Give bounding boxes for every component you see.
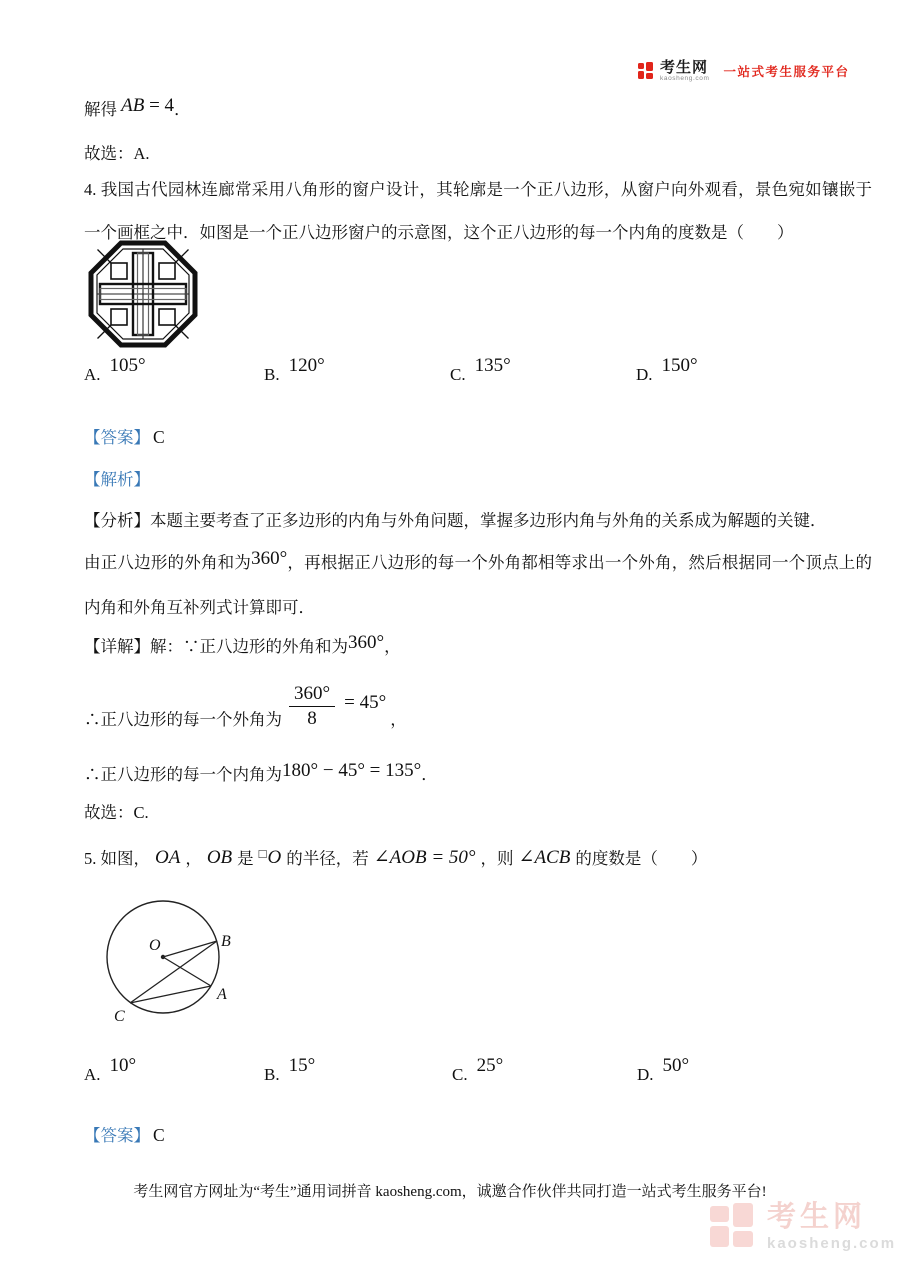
circle-label-c: C — [114, 1008, 125, 1025]
q4-options-row — [0, 355, 900, 406]
q4-detail-line3: ∴正八边形的每一个内角为180° − 45° = 135°． — [84, 760, 438, 784]
solution-prefix: 解得 — [84, 100, 122, 119]
q5-options-row — [0, 1055, 900, 1106]
q5-math-ob: OB — [206, 847, 233, 868]
octagon-window-figure — [88, 240, 198, 348]
kaosheng-logo-icon — [638, 62, 654, 80]
watermark — [710, 1203, 896, 1251]
prev-choice-line: 故选：A. — [84, 144, 150, 163]
q4-jiexi-line — [84, 466, 150, 490]
q5-option-d: D. 50° — [637, 1055, 690, 1084]
q4-option-b: B. 120° — [264, 355, 325, 384]
q5-math-aob: ∠AOB = 50° — [373, 847, 476, 868]
q5-math-oa: OA — [155, 847, 181, 868]
q4-choice-line: 故选：C. — [84, 803, 149, 822]
q4-detail-line1: 【详解】解：∵正八边形的外角和为360°， — [84, 632, 401, 656]
q5-math-circle-o: □O — [258, 846, 282, 868]
q5-option-a: A. 10° — [84, 1055, 137, 1084]
footer-text: 考生网官方网址为“考生”通用词拼音 kaosheng.com，诚邀合作伙伴共同打造一站式考生服务平台! — [133, 1184, 767, 1200]
watermark-domain: kaosheng.com — [767, 1235, 897, 1252]
solution-math-var: AB — [121, 95, 145, 116]
q4-analysis: 【分析】本题主要考查了正多边形的内角与外角问题，掌握多边形内角与外角的关系成为解题的关键． — [84, 511, 827, 530]
brand-header — [638, 60, 850, 83]
circle-label-b: B — [221, 933, 231, 950]
watermark-logo-icon — [710, 1203, 758, 1249]
jiexi-tag: 【解析】 — [84, 470, 150, 489]
answer-value: C — [153, 1125, 165, 1145]
q4-option-c: C. 135° — [450, 355, 511, 384]
solution-result-line — [84, 96, 191, 121]
solution-math-num: = 4 — [144, 95, 175, 116]
approach-math-num: 360° — [251, 548, 288, 569]
circle-label-a: A — [217, 986, 227, 1003]
detail1-math-num: 360° — [348, 632, 385, 653]
q4-approach: 由正八边形的外角和为360°，再根据正八边形的每一个外角都相等求出一个外角，然后根据同一个顶点上的内角和外角互补列式计算即可． — [84, 548, 873, 617]
answer-tag: 【答案】 — [84, 1126, 150, 1145]
q5-option-c: C. 25° — [452, 1055, 504, 1084]
answer-tag: 【答案】 — [84, 428, 150, 447]
q4-option-d: D. 150° — [636, 355, 698, 384]
fraction — [289, 682, 335, 731]
q4-option-a: A. 105° — [84, 355, 146, 384]
detail3-math-num: 180° − 45° = 135° — [282, 760, 422, 781]
q4-answer-line — [84, 424, 165, 448]
watermark-title: 考生网 — [767, 1201, 867, 1233]
fraction-denominator: 8 — [307, 708, 317, 729]
circle-figure — [95, 893, 270, 1043]
circle-label-o: O — [149, 937, 161, 954]
brand-domain: kaosheng.com — [660, 75, 710, 82]
fraction-numerator: 360° — [289, 682, 335, 707]
q5-answer-line — [84, 1122, 165, 1146]
q5-stem: 5. 如图， OA ， OB 是 □O 的半径，若 ∠AOB = 50° ，则 ∠ACB 的度数是（ ） — [84, 846, 708, 868]
answer-value: C — [153, 427, 165, 447]
solution-period: ． — [174, 100, 191, 119]
fraction-result: = 45° — [344, 692, 387, 713]
q5-math-acb: ∠ACB — [518, 847, 571, 868]
brand-title: 考生网 — [660, 59, 709, 76]
q5-option-b: B. 15° — [264, 1055, 316, 1084]
q4-stem: 4. 我国古代园林连廊常采用八角形的窗户设计，其轮廓是一个正八边形，从窗户向外观看，景色宛如镶嵌于一个画框之中．如图是一个正八边形窗户的示意图，这个正八边形的每一个内角的度数是（ ） — [84, 180, 872, 242]
missing-glyph-box: □ — [258, 846, 267, 861]
q4-detail-line2: ∴正八边形的每一个外角为 $\frac{360^\circ}{8}$ = 45° ， — [84, 683, 407, 729]
brand-tagline: 一站式考生服务平台 — [723, 65, 850, 80]
